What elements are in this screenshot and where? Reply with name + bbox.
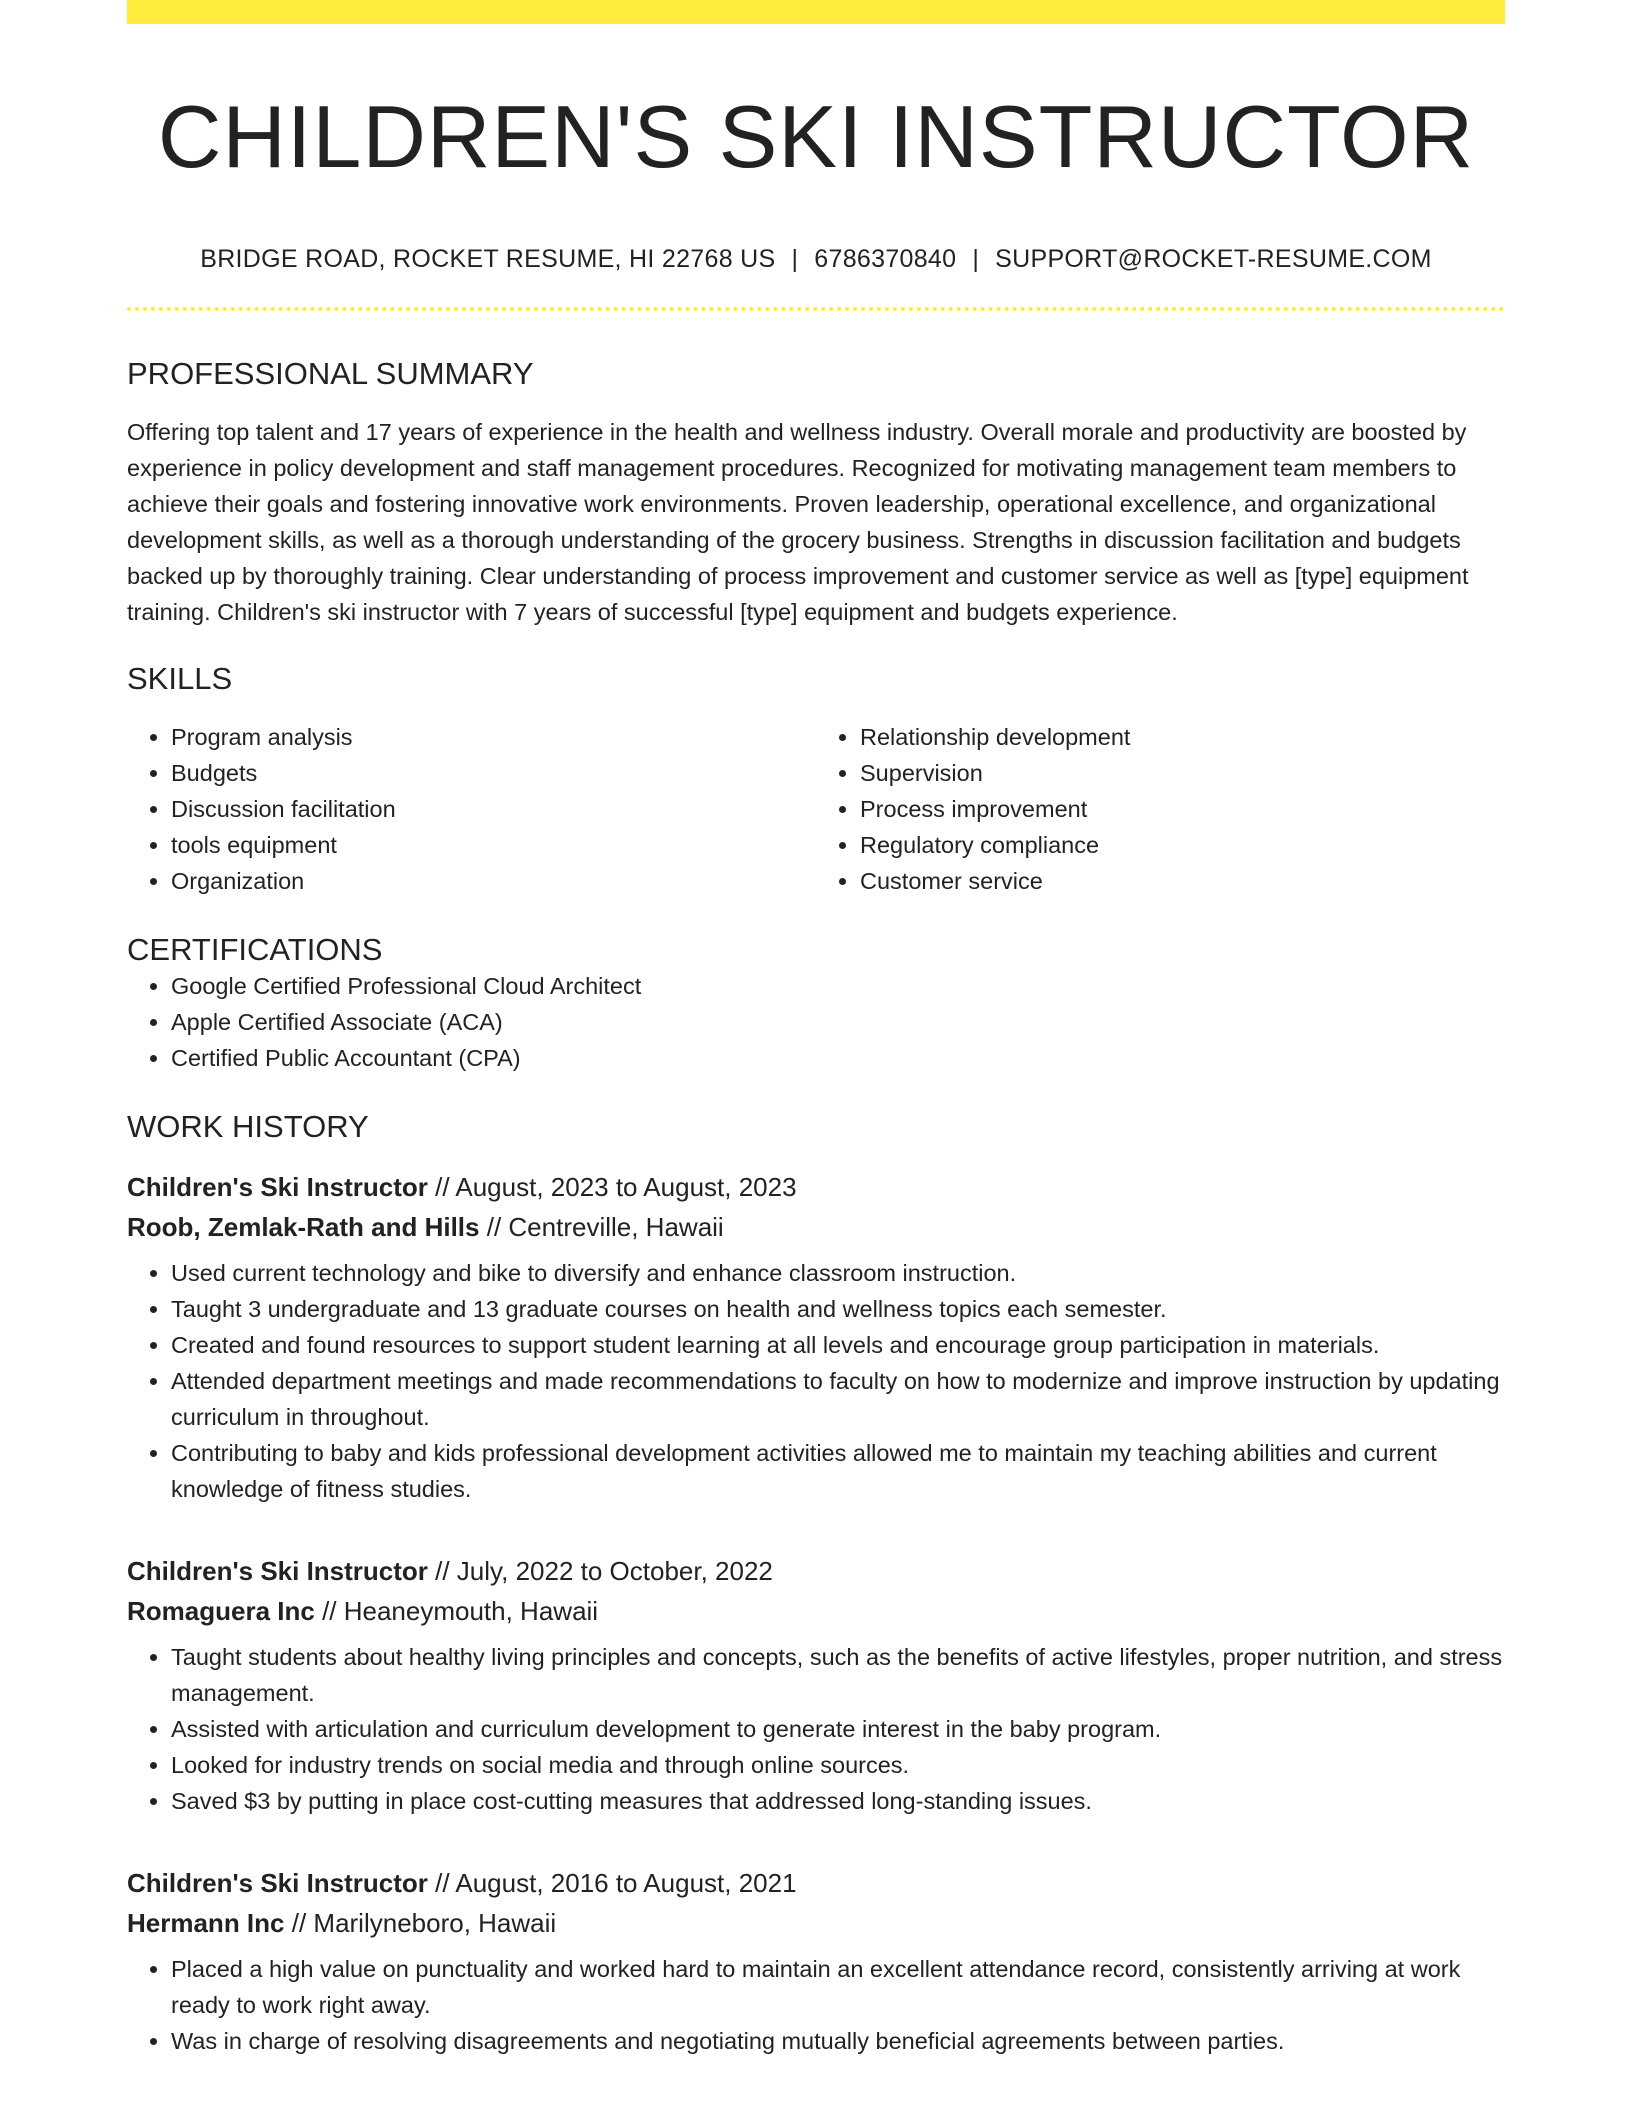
skill-item: • Budgets	[171, 755, 816, 791]
job-entry	[127, 1551, 1505, 1819]
contact-phone: 6786370840	[814, 244, 957, 273]
job-bullet: • Looked for industry trends on social media and through online sources.	[171, 1747, 1505, 1783]
skills-list	[127, 719, 1505, 899]
job-bullets	[127, 1639, 1505, 1819]
job-company: Romaguera Inc	[127, 1596, 315, 1627]
skills-heading: SKILLS	[127, 660, 233, 696]
skill-item: • tools equipment	[171, 827, 816, 863]
job-bullet: • Was in charge of resolving disagreements and negotiating mutually beneficial agreements between parties.	[171, 2023, 1505, 2059]
job-location: // Marilyneboro, Hawaii	[291, 1908, 557, 1939]
contact-separator: |	[791, 244, 799, 273]
contact-line	[127, 244, 1505, 274]
job-bullet: • Taught students about healthy living principles and concepts, such as the benefits of active lifestyles, proper nutrition, and stress management.	[171, 1639, 1505, 1711]
top-accent-bar	[127, 0, 1505, 24]
skills-column-right	[816, 719, 1505, 899]
skill-item: • Relationship development	[860, 719, 1505, 755]
work-history-heading: WORK HISTORY	[127, 1109, 369, 1145]
job-entry	[127, 1863, 1505, 2059]
header-divider	[127, 307, 1505, 311]
certification-item: • Apple Certified Associate (ACA)	[171, 1004, 1505, 1040]
job-company: Hermann Inc	[127, 1908, 285, 1939]
job-bullet: • Saved $3 by putting in place cost-cutting measures that addressed long-standing issues.	[171, 1783, 1505, 1819]
job-dates: // August, 2016 to August, 2021	[435, 1868, 797, 1899]
skill-item: • Supervision	[860, 755, 1505, 791]
certification-item: • Certified Public Accountant (CPA)	[171, 1040, 1505, 1076]
job-company-line	[127, 1207, 1505, 1247]
job-role: Children's Ski Instructor	[127, 1556, 428, 1587]
job-dates: // July, 2022 to October, 2022	[435, 1556, 773, 1587]
job-bullet: • Contributing to baby and kids professional development activities allowed me to maintain my teaching abilities and current knowledge of fitness studies.	[171, 1435, 1505, 1507]
skill-item: • Discussion facilitation	[171, 791, 816, 827]
job-role: Children's Ski Instructor	[127, 1868, 428, 1899]
contact-email: SUPPORT@ROCKET-RESUME.COM	[995, 244, 1432, 273]
job-company-line	[127, 1591, 1505, 1631]
job-bullet: • Used current technology and bike to diversify and enhance classroom instruction.	[171, 1255, 1505, 1291]
summary-heading: PROFESSIONAL SUMMARY	[127, 355, 534, 391]
skill-item: • Organization	[171, 863, 816, 899]
skill-item: • Program analysis	[171, 719, 816, 755]
job-bullets	[127, 1951, 1505, 2059]
resume-title: CHILDREN'S SKI INSTRUCTOR	[157, 87, 1475, 186]
job-bullet: • Placed a high value on punctuality and worked hard to maintain an excellent attendance record, consistently arriving at work ready to work right away.	[171, 1951, 1505, 2023]
job-bullet: • Attended department meetings and made recommendations to faculty on how to modernize and improve instruction by updating curriculum in throughout.	[171, 1363, 1505, 1435]
summary-text: Offering top talent and 17 years of experience in the health and wellness industry. Overall morale and productivity are boosted by experience in policy development and staff management procedures. Recognized for motivating management team members to achieve their goals and fostering innovative work environments. Proven leadership, operational excellence, and organizational development skills, as well as a thorough understanding of the grocery business. Strengths in discussion facilitation and budgets backed up by thoroughly training. Clear understanding of process improvement and customer service as well as [type] equipment training. Children's ski instructor with 7 years of successful [type] equipment and budgets experience.	[127, 418, 1469, 625]
job-company: Roob, Zemlak-Rath and Hills	[127, 1212, 480, 1243]
job-location: // Centreville, Hawaii	[486, 1212, 724, 1243]
certifications-heading: CERTIFICATIONS	[127, 931, 383, 967]
job-role-line	[127, 1167, 1505, 1207]
skill-item: • Process improvement	[860, 791, 1505, 827]
job-bullet: • Assisted with articulation and curriculum development to generate interest in the baby program.	[171, 1711, 1505, 1747]
job-bullet: • Taught 3 undergraduate and 13 graduate courses on health and wellness topics each semester.	[171, 1291, 1505, 1327]
job-dates: // August, 2023 to August, 2023	[435, 1172, 797, 1203]
job-role-line	[127, 1551, 1505, 1591]
contact-address: BRIDGE ROAD, ROCKET RESUME, HI 22768 US	[200, 244, 776, 273]
job-entry	[127, 1167, 1505, 1507]
contact-separator: |	[972, 244, 980, 273]
job-bullets	[127, 1255, 1505, 1507]
job-role-line	[127, 1863, 1505, 1903]
resume-page	[127, 0, 1505, 2059]
job-location: // Heaneymouth, Hawaii	[322, 1596, 599, 1627]
job-company-line	[127, 1903, 1505, 1943]
skills-column-left	[127, 719, 816, 899]
certifications-list	[127, 968, 1505, 1076]
job-bullet: • Created and found resources to support student learning at all levels and encourage group participation in materials.	[171, 1327, 1505, 1363]
skill-item: • Customer service	[860, 863, 1505, 899]
skill-item: • Regulatory compliance	[860, 827, 1505, 863]
job-role: Children's Ski Instructor	[127, 1172, 428, 1203]
certification-item: • Google Certified Professional Cloud Architect	[171, 968, 1505, 1004]
